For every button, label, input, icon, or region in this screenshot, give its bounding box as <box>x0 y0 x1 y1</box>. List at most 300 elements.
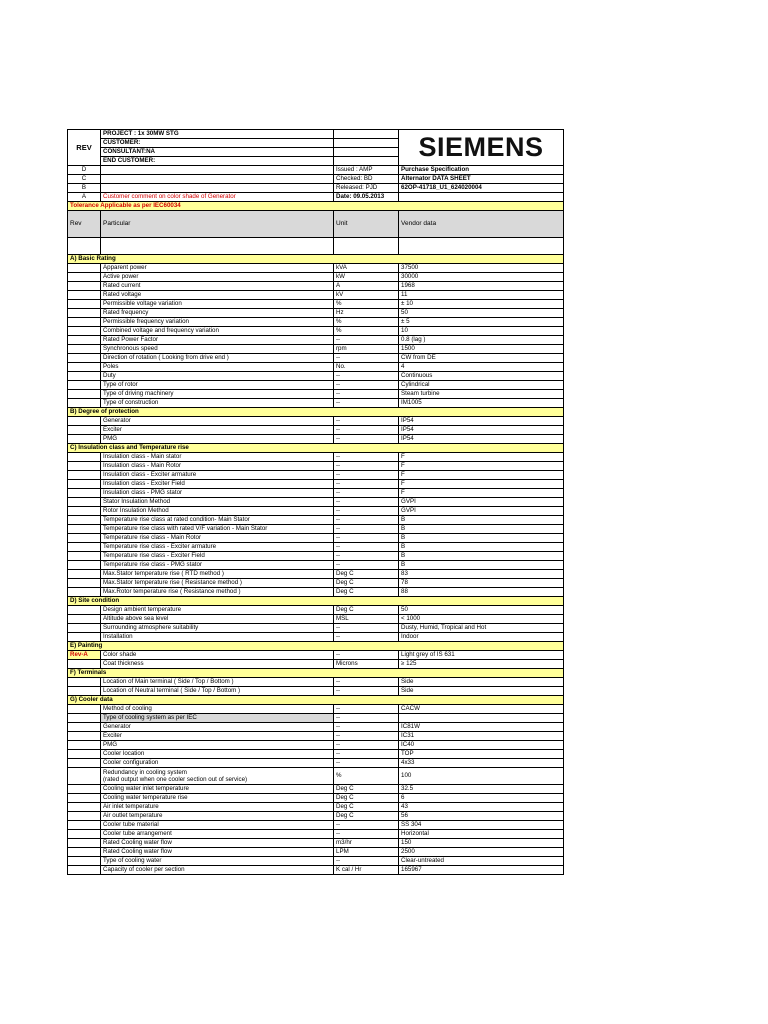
row-rev <box>68 660 101 669</box>
table-row <box>68 516 564 525</box>
row-rev <box>68 723 101 732</box>
row-unit: -- <box>334 489 399 498</box>
section-row <box>68 642 564 651</box>
table-row <box>68 507 564 516</box>
row-particular: Direction of rotation ( Looking from drive end ) <box>101 354 334 363</box>
row-unit: -- <box>334 624 399 633</box>
row-particular: Temperature rise class with rated V/F variation - Main Stator <box>101 525 334 534</box>
table-row <box>68 300 564 309</box>
row-particular: Temperature rise class - Main Rotor <box>101 534 334 543</box>
row-rev <box>68 588 101 597</box>
row-vendor-data: CACW <box>399 705 564 714</box>
row-particular: Cooler tube arrangement <box>101 830 334 839</box>
table-row <box>68 264 564 273</box>
table-row <box>68 750 564 759</box>
row-rev <box>68 759 101 768</box>
row-unit: -- <box>334 759 399 768</box>
row-unit: Deg C <box>334 570 399 579</box>
row-rev <box>68 273 101 282</box>
row-particular: Cooling water temperature rise <box>101 794 334 803</box>
section-row <box>68 444 564 453</box>
row-unit: -- <box>334 714 399 723</box>
row-vendor-data: F <box>399 489 564 498</box>
table-row <box>68 714 564 723</box>
blank-cell <box>334 238 399 255</box>
row-particular: Rotor Insulation Method <box>101 507 334 516</box>
header-blank <box>399 193 564 202</box>
row-vendor-data: B <box>399 516 564 525</box>
col-rev-header: Rev <box>68 211 101 238</box>
table-row <box>68 327 564 336</box>
row-unit: kW <box>334 273 399 282</box>
section-title: A) Basic Rating <box>68 255 564 264</box>
row-rev <box>68 741 101 750</box>
row-rev <box>68 705 101 714</box>
row-unit: -- <box>334 417 399 426</box>
row-particular: Type of construction <box>101 399 334 408</box>
row-vendor-data: 56 <box>399 812 564 821</box>
section-row <box>68 408 564 417</box>
row-rev <box>68 624 101 633</box>
row-vendor-data: B <box>399 534 564 543</box>
row-rev <box>68 561 101 570</box>
table-row <box>68 354 564 363</box>
row-vendor-data: Dusty, Humid, Tropical and Hot <box>399 624 564 633</box>
row-particular: Rated frequency <box>101 309 334 318</box>
row-unit: % <box>334 300 399 309</box>
row-particular: Exciter <box>101 426 334 435</box>
row-particular: PMG <box>101 435 334 444</box>
checked-label: Checked: BD <box>334 175 399 184</box>
table-row <box>68 291 564 300</box>
row-vendor-data: F <box>399 471 564 480</box>
rev-c-desc <box>101 175 334 184</box>
row-unit: -- <box>334 687 399 696</box>
row-unit: -- <box>334 471 399 480</box>
row-particular: Temperature rise class - Exciter armature <box>101 543 334 552</box>
row-unit: -- <box>334 435 399 444</box>
col-unit-header: Unit <box>334 211 399 238</box>
table-row <box>68 839 564 848</box>
row-vendor-data: F <box>399 462 564 471</box>
row-vendor-data: IP54 <box>399 435 564 444</box>
row-particular: Duty <box>101 372 334 381</box>
table-row <box>68 588 564 597</box>
row-vendor-data: IC31 <box>399 732 564 741</box>
row-vendor-data: F <box>399 453 564 462</box>
rev-b: B <box>68 184 101 193</box>
row-particular: Surrounding atmosphere suitability <box>101 624 334 633</box>
table-row <box>68 687 564 696</box>
table-row <box>68 705 564 714</box>
row-particular: Active power <box>101 273 334 282</box>
row-unit: Deg C <box>334 785 399 794</box>
doc-title: Alternator DATA SHEET <box>399 175 564 184</box>
row-particular: Air inlet temperature <box>101 803 334 812</box>
row-particular: Temperature rise class - PMG stator <box>101 561 334 570</box>
row-unit: -- <box>334 723 399 732</box>
row-particular: Location of Neutral terminal ( Side / Top / Bottom ) <box>101 687 334 696</box>
table-row <box>68 372 564 381</box>
table-row <box>68 282 564 291</box>
row-unit: rpm <box>334 345 399 354</box>
row-unit: Deg C <box>334 794 399 803</box>
row-vendor-data: ≥ 125 <box>399 660 564 669</box>
table-row <box>68 741 564 750</box>
rev-a: A <box>68 193 101 202</box>
row-particular: Temperature rise class - Exciter Field <box>101 552 334 561</box>
row-unit: -- <box>334 399 399 408</box>
row-rev <box>68 732 101 741</box>
row-rev <box>68 435 101 444</box>
table-row <box>68 552 564 561</box>
section-title: D) Site condition <box>68 597 564 606</box>
row-vendor-data: < 1000 <box>399 615 564 624</box>
row-unit: -- <box>334 633 399 642</box>
row-rev <box>68 866 101 875</box>
row-rev <box>68 516 101 525</box>
row-rev <box>68 336 101 345</box>
col-vendor-header: Vendor data <box>399 211 564 238</box>
row-rev <box>68 264 101 273</box>
row-unit: No. <box>334 363 399 372</box>
table-row <box>68 390 564 399</box>
table-row <box>68 606 564 615</box>
row-particular: Generator <box>101 723 334 732</box>
table-row <box>68 759 564 768</box>
row-rev <box>68 372 101 381</box>
row-unit: -- <box>334 480 399 489</box>
table-row <box>68 399 564 408</box>
table-row <box>68 489 564 498</box>
row-unit: -- <box>334 426 399 435</box>
row-vendor-data: Light grey of IS 631 <box>399 651 564 660</box>
row-particular: Cooler location <box>101 750 334 759</box>
row-particular: Rated Cooling water flow <box>101 839 334 848</box>
table-row <box>68 785 564 794</box>
table-row <box>68 525 564 534</box>
table-row <box>68 363 564 372</box>
row-particular: Max.Stator temperature rise ( Resistance method ) <box>101 579 334 588</box>
company-logo <box>399 130 564 166</box>
section-title: E) Painting <box>68 642 564 651</box>
row-rev <box>68 462 101 471</box>
row-particular: Generator <box>101 417 334 426</box>
rev-d-desc <box>101 166 334 175</box>
row-vendor-data: IM1005 <box>399 399 564 408</box>
row-unit: -- <box>334 561 399 570</box>
section-title: F) Terminals <box>68 669 564 678</box>
row-vendor-data: 11 <box>399 291 564 300</box>
table-row <box>68 678 564 687</box>
row-vendor-data: 50 <box>399 309 564 318</box>
row-rev <box>68 471 101 480</box>
row-rev <box>68 714 101 723</box>
row-vendor-data: 10 <box>399 327 564 336</box>
row-particular: Capacity of cooler per section <box>101 866 334 875</box>
header-blank <box>334 157 399 166</box>
row-particular: Combined voltage and frequency variation <box>101 327 334 336</box>
row-vendor-data: Steam turbine <box>399 390 564 399</box>
table-row <box>68 570 564 579</box>
row-rev: Rev-A <box>68 651 101 660</box>
row-unit: LPM <box>334 848 399 857</box>
end-customer-label: END CUSTOMER: <box>101 157 334 166</box>
row-vendor-data: IP54 <box>399 426 564 435</box>
row-vendor-data: 150 <box>399 839 564 848</box>
row-unit: Hz <box>334 309 399 318</box>
row-particular: Permissible voltage variation <box>101 300 334 309</box>
row-particular: Coat thickness <box>101 660 334 669</box>
project-label: PROJECT : 1x 30MW STG <box>101 130 334 139</box>
row-particular: Design ambient temperature <box>101 606 334 615</box>
row-vendor-data: CW from DE <box>399 354 564 363</box>
row-rev <box>68 282 101 291</box>
row-particular: Exciter <box>101 732 334 741</box>
table-row <box>68 561 564 570</box>
row-particular: Max.Rotor temperature rise ( Resistance method ) <box>101 588 334 597</box>
table-row <box>68 309 564 318</box>
date-label: Date: 09.05.2013 <box>334 193 399 202</box>
row-unit: -- <box>334 462 399 471</box>
row-rev <box>68 785 101 794</box>
row-unit: -- <box>334 741 399 750</box>
row-rev <box>68 803 101 812</box>
row-unit: Deg C <box>334 579 399 588</box>
row-vendor-data: IC81W <box>399 723 564 732</box>
row-vendor-data: 1500 <box>399 345 564 354</box>
row-unit: % <box>334 768 399 785</box>
row-particular: Temperature rise class at rated condition- Main Stator <box>101 516 334 525</box>
row-vendor-data: Indoor <box>399 633 564 642</box>
row-rev <box>68 381 101 390</box>
row-vendor-data: Side <box>399 678 564 687</box>
row-particular: Type of cooling water <box>101 857 334 866</box>
row-unit: -- <box>334 390 399 399</box>
row-rev <box>68 615 101 624</box>
table-row <box>68 723 564 732</box>
tolerance-note: Tolerance Applicable as per IEC60034 <box>68 202 564 211</box>
row-rev <box>68 390 101 399</box>
table-row <box>68 543 564 552</box>
row-particular: Rated Cooling water flow <box>101 848 334 857</box>
row-vendor-data: 4 <box>399 363 564 372</box>
blank-cell <box>101 238 334 255</box>
row-rev <box>68 830 101 839</box>
table-row <box>68 848 564 857</box>
table-row <box>68 426 564 435</box>
row-unit: -- <box>334 750 399 759</box>
table-row <box>68 336 564 345</box>
row-particular: Max.Stator temperature rise ( RTD method ) <box>101 570 334 579</box>
row-rev <box>68 318 101 327</box>
table-row <box>68 803 564 812</box>
row-rev <box>68 678 101 687</box>
row-rev <box>68 579 101 588</box>
row-vendor-data: 78 <box>399 579 564 588</box>
row-particular: Altitude above sea level <box>101 615 334 624</box>
row-unit: -- <box>334 552 399 561</box>
row-particular: Apparent power <box>101 264 334 273</box>
blank-cell <box>399 238 564 255</box>
row-unit: kV <box>334 291 399 300</box>
row-unit: Deg C <box>334 606 399 615</box>
table-row <box>68 381 564 390</box>
row-unit: -- <box>334 525 399 534</box>
row-vendor-data: 30000 <box>399 273 564 282</box>
rev-label: REV <box>68 130 101 166</box>
row-rev <box>68 426 101 435</box>
row-rev <box>68 300 101 309</box>
row-particular: Location of Main terminal ( Side / Top / Bottom ) <box>101 678 334 687</box>
row-rev <box>68 363 101 372</box>
table-row <box>68 498 564 507</box>
row-unit: -- <box>334 336 399 345</box>
header-blank <box>334 130 399 139</box>
col-particular-header: Particular <box>101 211 334 238</box>
customer-label: CUSTOMER: <box>101 139 334 148</box>
blank-cell <box>68 238 101 255</box>
row-rev <box>68 345 101 354</box>
siemens-logo: SIEMENS <box>418 132 544 162</box>
row-particular: Cooler configuration <box>101 759 334 768</box>
table-row <box>68 471 564 480</box>
rev-b-desc <box>101 184 334 193</box>
row-vendor-data: 50 <box>399 606 564 615</box>
row-particular: Insulation class - PMG stator <box>101 489 334 498</box>
row-particular: Cooler tube material <box>101 821 334 830</box>
row-rev <box>68 327 101 336</box>
row-vendor-data <box>399 714 564 723</box>
row-unit: Deg C <box>334 812 399 821</box>
row-rev <box>68 534 101 543</box>
row-rev <box>68 857 101 866</box>
table-row <box>68 435 564 444</box>
consultant-label: CONSULTANT:NA <box>101 148 334 157</box>
row-unit: Microns <box>334 660 399 669</box>
row-rev <box>68 633 101 642</box>
released-label: Released: PJD <box>334 184 399 193</box>
row-vendor-data: F <box>399 480 564 489</box>
row-vendor-data: IC40 <box>399 741 564 750</box>
section-title: C) Insulation class and Temperature rise <box>68 444 564 453</box>
row-rev <box>68 291 101 300</box>
table-row <box>68 624 564 633</box>
section-row <box>68 255 564 264</box>
row-unit: -- <box>334 705 399 714</box>
row-vendor-data: GVPI <box>399 507 564 516</box>
row-particular-line1: Redundancy in cooling system <box>103 768 187 776</box>
row-rev <box>68 821 101 830</box>
row-unit: % <box>334 327 399 336</box>
table-row <box>68 830 564 839</box>
row-vendor-data: B <box>399 525 564 534</box>
table-row <box>68 615 564 624</box>
rev-d: D <box>68 166 101 175</box>
table-row <box>68 462 564 471</box>
row-vendor-data: 2500 <box>399 848 564 857</box>
row-particular: Cooling water inlet temperature <box>101 785 334 794</box>
row-particular: Insulation class - Exciter Field <box>101 480 334 489</box>
row-vendor-data: 88 <box>399 588 564 597</box>
row-vendor-data: 83 <box>399 570 564 579</box>
row-rev <box>68 687 101 696</box>
row-unit: -- <box>334 651 399 660</box>
row-rev <box>68 606 101 615</box>
header-blank <box>334 148 399 157</box>
table-row <box>68 273 564 282</box>
row-particular: Color shade <box>101 651 334 660</box>
section-row <box>68 696 564 705</box>
issued-label: Issued : AMP <box>334 166 399 175</box>
row-unit: -- <box>334 821 399 830</box>
row-particular: Stator Insulation Method <box>101 498 334 507</box>
row-particular: Insulation class - Exciter armature <box>101 471 334 480</box>
table-row <box>68 345 564 354</box>
row-rev <box>68 498 101 507</box>
row-particular: PMG <box>101 741 334 750</box>
row-rev <box>68 525 101 534</box>
row-particular: Air outlet temperature <box>101 812 334 821</box>
row-particular: Type of rotor <box>101 381 334 390</box>
row-vendor-data: Cylindrical <box>399 381 564 390</box>
row-rev <box>68 570 101 579</box>
row-unit: -- <box>334 516 399 525</box>
row-particular: Insulation class - Main Rotor <box>101 462 334 471</box>
row-vendor-data: TOP <box>399 750 564 759</box>
row-rev <box>68 480 101 489</box>
table-row <box>68 633 564 642</box>
table-row <box>68 417 564 426</box>
row-particular: Rated Power Factor <box>101 336 334 345</box>
row-vendor-data: 37500 <box>399 264 564 273</box>
row-rev <box>68 812 101 821</box>
table-row <box>68 812 564 821</box>
row-unit: -- <box>334 354 399 363</box>
row-rev <box>68 489 101 498</box>
purchase-spec-label: Purchase Specification <box>399 166 564 175</box>
row-unit: -- <box>334 732 399 741</box>
row-particular: Permissible frequency variation <box>101 318 334 327</box>
row-particular <box>101 768 334 785</box>
row-rev <box>68 848 101 857</box>
table-row <box>68 857 564 866</box>
table-row <box>68 453 564 462</box>
row-unit: -- <box>334 498 399 507</box>
row-vendor-data: 100 <box>399 768 564 785</box>
row-unit: -- <box>334 507 399 516</box>
table-row <box>68 866 564 875</box>
row-unit: -- <box>334 857 399 866</box>
row-particular-line2: (rated output when one cooler section out of service) <box>103 776 248 783</box>
row-vendor-data: 6 <box>399 794 564 803</box>
row-rev <box>68 309 101 318</box>
row-particular: Installation <box>101 633 334 642</box>
row-vendor-data: GVPI <box>399 498 564 507</box>
row-rev <box>68 507 101 516</box>
row-particular: Type of cooling system as per IEC <box>101 714 334 723</box>
row-rev <box>68 543 101 552</box>
row-unit: -- <box>334 678 399 687</box>
row-unit: -- <box>334 381 399 390</box>
row-unit: m3/hr <box>334 839 399 848</box>
row-rev <box>68 794 101 803</box>
row-unit: -- <box>334 453 399 462</box>
table-row <box>68 480 564 489</box>
rev-c: C <box>68 175 101 184</box>
table-row <box>68 732 564 741</box>
row-vendor-data: B <box>399 543 564 552</box>
